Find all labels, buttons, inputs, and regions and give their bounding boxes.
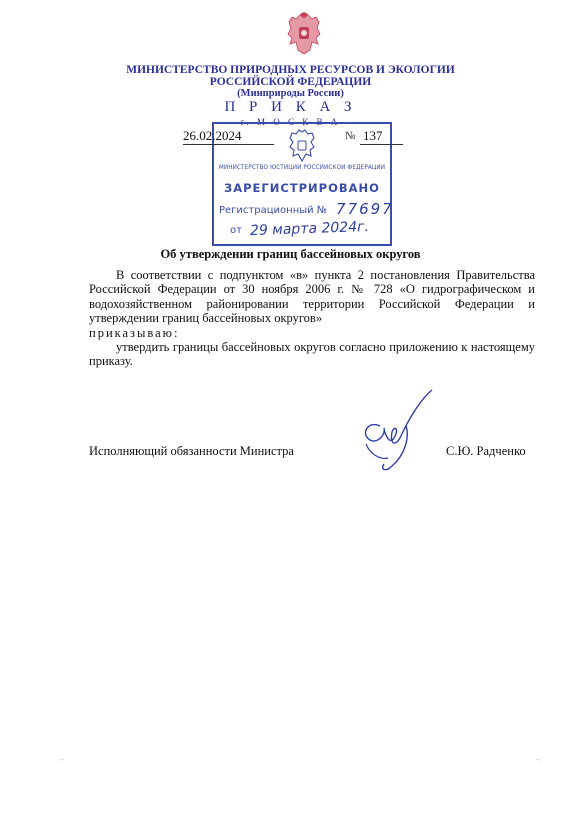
stamp-eagle-icon (284, 128, 320, 164)
stamp-from-label: от (230, 225, 242, 236)
order-number-sign: № (345, 130, 356, 142)
ministry-header (0, 64, 581, 100)
order-type-title: П Р И К А З (224, 99, 357, 115)
ministry-name-line2: РОССИЙСКОЙ ФЕДЕРАЦИИ (209, 76, 372, 88)
city-label: г. М О С К В А (240, 117, 341, 127)
order-date: 26.02.2024 (183, 128, 274, 145)
body-paragraph-1: В соответствии с подпунктом «в» пункта 2 постановления Правительства Российской Федерации от 30 ноября 2006 г. № 728 «О гидрографическом и водохозяйственном районировании территории Российской Федерации и утверждении границ бассейновых округов» (89, 268, 535, 326)
body-paragraph-2: утвердить границы бассейновых округов согласно приложению к настоящему приказу. (89, 340, 535, 369)
stamp-reg-label: Регистрационный № (219, 205, 328, 216)
corner-mark-left: ⌐ (60, 755, 65, 764)
russian-coat-of-arms-icon (286, 12, 322, 56)
signer-role: Исполняющий обязанности Министра (89, 444, 294, 458)
stamp-reg-date: 29 марта 2024г. (249, 218, 370, 240)
document-title: Об утверждении границ бассейновых округов (160, 247, 421, 261)
stamp-reg-number: 77697 (336, 200, 394, 218)
stamp-ministry-justice: МИНИСТЕРСТВО ЮСТИЦИИ РОССИЙСКОЙ ФЕДЕРАЦИИ (218, 164, 386, 171)
order-number: 137 (360, 128, 403, 145)
document-body (89, 268, 535, 369)
signer-name: С.Ю. Радченко (446, 444, 526, 458)
order-command: приказываю: (89, 325, 180, 340)
handwritten-signature-icon (340, 386, 440, 478)
ministry-short-name: (Минприроды России) (237, 88, 344, 99)
stamp-registered-label: ЗАРЕГИСТРИРОВАНО (224, 181, 380, 195)
corner-mark-right: ¬ (536, 755, 541, 764)
ministry-name-line1: МИНИСТЕРСТВО ПРИРОДНЫХ РЕСУРСОВ И ЭКОЛОГИИ (126, 64, 455, 76)
